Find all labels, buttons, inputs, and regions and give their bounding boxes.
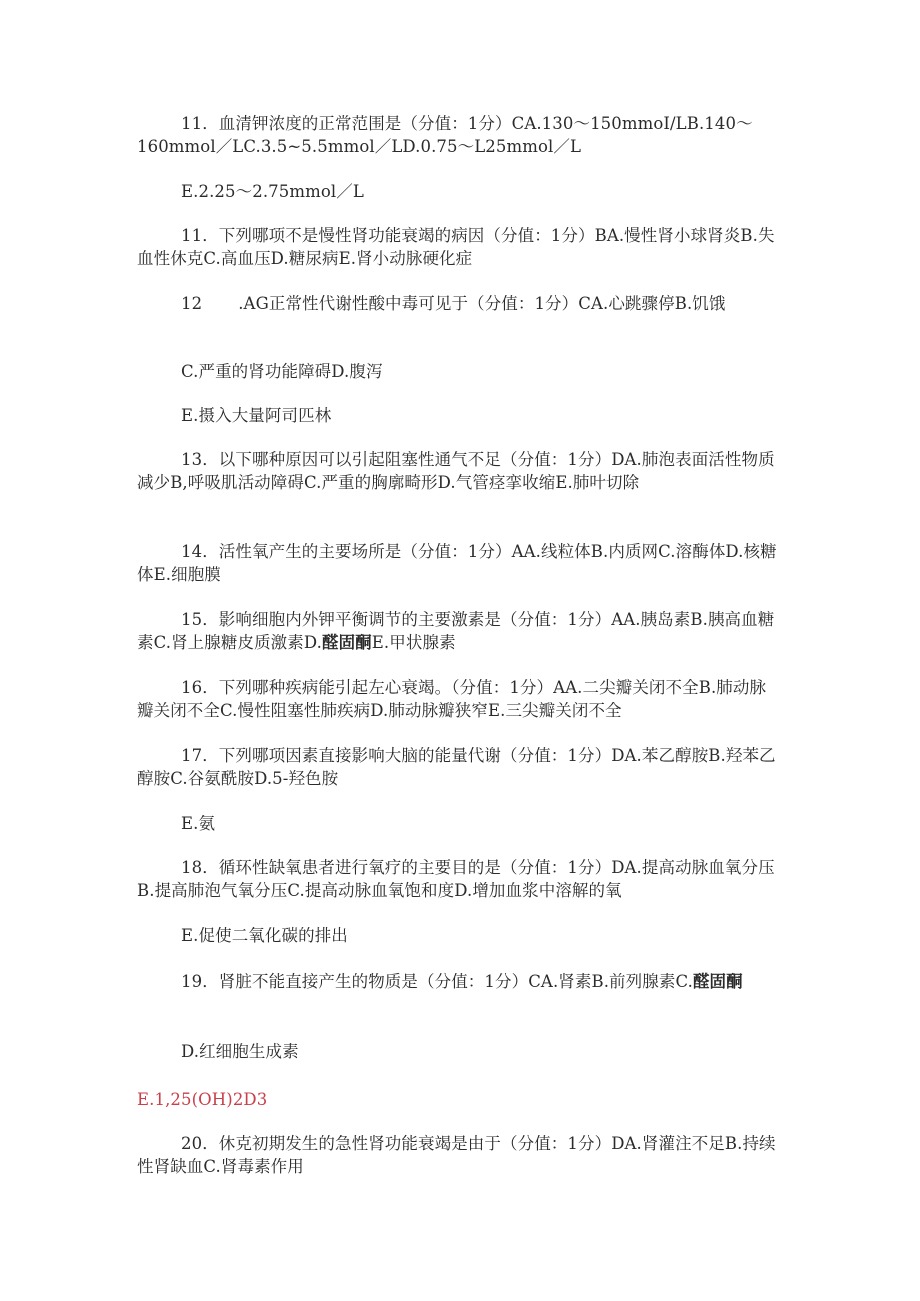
- question-number: 18: [181, 858, 203, 877]
- question-text: .AG正常性代谢性酸中毒可见于（分值：1分）CA.心跳骤停B.饥饿: [238, 294, 726, 313]
- question-number: 14: [181, 542, 203, 561]
- question-number: 16: [181, 678, 203, 697]
- question-text: ．肾脏不能直接产生的物质是（分值：1分）CA.肾素B.前列腺素C.: [202, 972, 693, 991]
- question-19-option-e: E.1,25(OH)2D3: [137, 1090, 268, 1109]
- question-16: [137, 676, 777, 722]
- question-17: [137, 744, 777, 790]
- question-19: [137, 970, 777, 993]
- question-17-option-e: E.氨: [181, 814, 216, 833]
- question-12-options-cd: C.严重的肾功能障碍D.腹泻: [181, 362, 383, 381]
- question-text: ．影响细胞内外钾平衡调节的主要激素是（分值：1分）AA.胰岛素B.胰高血糖素C.肾上腺糖皮质激素D.: [137, 610, 775, 652]
- question-number: 15: [181, 610, 203, 629]
- question-12-option-e: E.摄入大量阿司匹林: [181, 406, 332, 425]
- question-20: [137, 1132, 777, 1178]
- question-19-option-d: D.红细胞生成素: [181, 1042, 299, 1061]
- question-text-end: E.甲状腺素: [371, 633, 456, 652]
- question-number: 17: [181, 746, 203, 765]
- question-text: ．下列哪项不是慢性肾功能衰竭的病因（分值：1分）BA.慢性肾小球肾炎B.失血性休克C.高血压D.糖尿病E.肾小动脉硬化症: [137, 226, 775, 268]
- question-15: [137, 608, 777, 654]
- question-number: 13: [181, 450, 203, 469]
- question-18-option-e: E.促使二氧化碳的排出: [181, 926, 348, 945]
- question-text: ．下列哪种疾病能引起左心衰竭。（分值：1分）AA.二尖瓣关闭不全B.肺动脉瓣关闭不全C.慢性阻塞性肺疾病D.肺动脉瓣狭窄E.三尖瓣关闭不全: [137, 678, 767, 720]
- question-number: 11: [181, 114, 203, 133]
- question-11b: [137, 224, 777, 270]
- question-11a-option-e: E.2.25～2.75mmol／L: [181, 182, 364, 201]
- question-14: [137, 540, 777, 586]
- question-number: 11: [181, 226, 203, 245]
- question-12: [137, 292, 777, 315]
- question-number: 12: [181, 294, 203, 313]
- question-11a: [137, 112, 777, 158]
- question-text: ．下列哪项因素直接影响大脑的能量代谢（分值：1分）DA.苯乙醇胺B.羟苯乙醇胺C.谷氨酰胺D.5-羟色胺: [137, 746, 776, 788]
- question-number: 19: [181, 972, 203, 991]
- bold-term: 醛固酮: [692, 972, 743, 991]
- question-text: ．休克初期发生的急性肾功能衰竭是由于（分值：1分）DA.肾灌注不足B.持续性肾缺血C.肾毒素作用: [137, 1134, 776, 1176]
- question-18: [137, 856, 777, 902]
- question-text: ．循环性缺氧患者进行氧疗的主要目的是（分值：1分）DA.提高动脉血氧分压B.提高肺泡气氧分压C.提高动脉血氧饱和度D.增加血浆中溶解的氧: [137, 858, 775, 900]
- bold-term: 醛固酮: [321, 633, 372, 652]
- question-13: [137, 448, 777, 494]
- question-text: ．活性氧产生的主要场所是（分值：1分）AA.线粒体B.内质网C.溶酶体D.核糖体E.细胞膜: [137, 542, 777, 584]
- question-text: ．血清钾浓度的正常范围是（分值：1分）CA.130～150mmoI/LB.140～160mmol／LC.3.5~5.5mmol／LD.0.75～L25mmol／L: [137, 114, 753, 156]
- question-text: ．以下哪种原因可以引起阻塞性通气不足（分值：1分）DA.肺泡表面活性物质减少B,呼吸肌活动障碍C.严重的胸廓畸形D.气管痉挛收缩E.肺叶切除: [137, 450, 775, 492]
- question-number: 20: [181, 1134, 203, 1153]
